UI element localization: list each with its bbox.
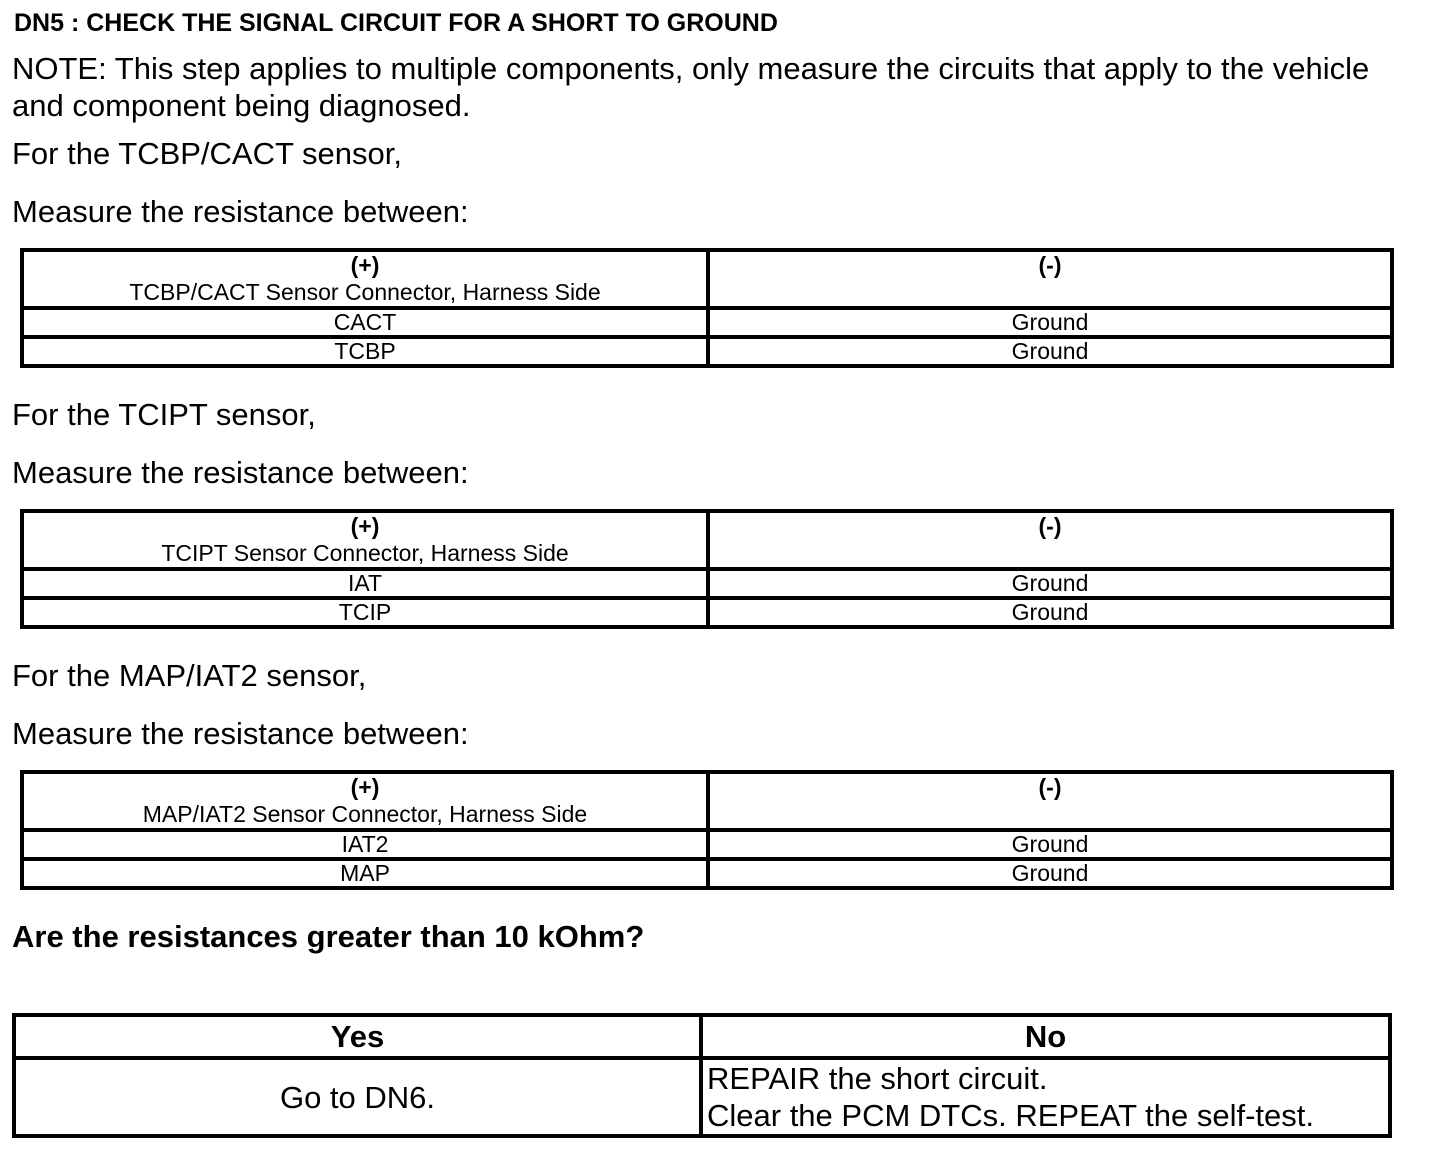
answer-table: [12, 1013, 1392, 1138]
table-row: [22, 598, 1392, 627]
table-row: [22, 308, 1392, 337]
minus-cell: Ground: [708, 859, 1392, 888]
no-action-cell: [701, 1058, 1390, 1136]
yes-action: Go to DN6.: [14, 1058, 701, 1136]
plus-description: TCBP/CACT Sensor Connector, Harness Side: [129, 279, 601, 305]
plus-header-cell: [22, 511, 708, 569]
measurement-table: [20, 770, 1394, 890]
minus-cell: Ground: [708, 598, 1392, 627]
answer-header-row: [14, 1015, 1390, 1058]
minus-header-cell: [708, 250, 1392, 308]
minus-header: (-): [1038, 774, 1062, 800]
plus-cell: TCIP: [22, 598, 708, 627]
plus-cell: MAP: [22, 859, 708, 888]
table-header-row: [22, 772, 1392, 830]
minus-header-cell: [708, 772, 1392, 830]
plus-description: MAP/IAT2 Sensor Connector, Harness Side: [142, 801, 588, 827]
note-text: NOTE: This step applies to multiple components, only measure the circuits that apply to the vehicle and component being diagnosed.: [12, 51, 1370, 123]
answer-body-row: [14, 1058, 1390, 1136]
minus-cell: Ground: [708, 830, 1392, 859]
table-header-row: [22, 511, 1392, 569]
plus-cell: IAT2: [22, 830, 708, 859]
minus-cell: Ground: [708, 569, 1392, 598]
section-intro: For the TCIPT sensor,: [12, 397, 316, 432]
table-row: [22, 337, 1392, 366]
section-intro: For the TCBP/CACT sensor,: [12, 136, 402, 171]
minus-header: (-): [1038, 252, 1062, 278]
plus-header: (+): [350, 774, 380, 800]
table-row: [22, 830, 1392, 859]
measure-instruction: Measure the resistance between:: [12, 455, 469, 490]
minus-cell: Ground: [708, 308, 1392, 337]
minus-header-cell: [708, 511, 1392, 569]
table-row: [22, 859, 1392, 888]
plus-header-cell: [22, 250, 708, 308]
minus-cell: Ground: [708, 337, 1392, 366]
question-text: Are the resistances greater than 10 kOhm?: [12, 919, 645, 954]
plus-cell: IAT: [22, 569, 708, 598]
no-header: No: [701, 1015, 1390, 1058]
yes-header: Yes: [14, 1015, 701, 1058]
plus-header: (+): [350, 252, 380, 278]
table-row: [22, 569, 1392, 598]
measure-instruction: Measure the resistance between:: [12, 194, 469, 229]
section-intro: For the MAP/IAT2 sensor,: [12, 658, 367, 693]
plus-description: TCIPT Sensor Connector, Harness Side: [161, 540, 569, 566]
no-action-line: Clear the PCM DTCs. REPEAT the self-test.: [707, 1098, 1314, 1133]
measure-instruction: Measure the resistance between:: [12, 716, 469, 751]
plus-header-cell: [22, 772, 708, 830]
minus-header: (-): [1038, 513, 1062, 539]
measurement-table: [20, 248, 1394, 368]
measurement-table: [20, 509, 1394, 629]
table-header-row: [22, 250, 1392, 308]
plus-header: (+): [350, 513, 380, 539]
plus-cell: CACT: [22, 308, 708, 337]
page-title: DN5 : CHECK THE SIGNAL CIRCUIT FOR A SHORT TO GROUND: [14, 9, 778, 37]
no-action-line: REPAIR the short circuit.: [707, 1061, 1048, 1096]
plus-cell: TCBP: [22, 337, 708, 366]
